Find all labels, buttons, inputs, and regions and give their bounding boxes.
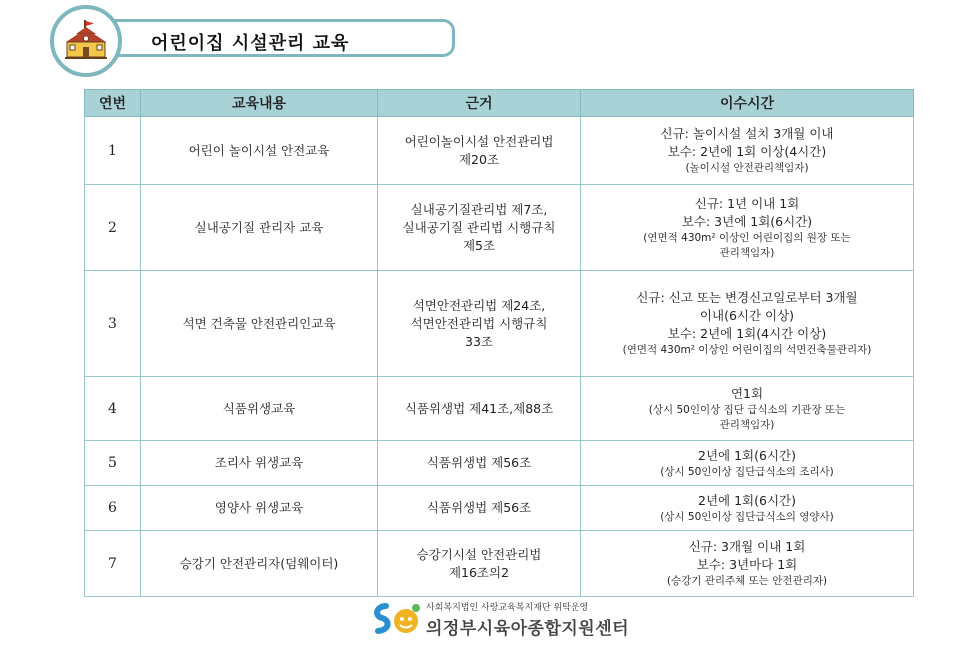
row-number: 3	[85, 271, 141, 377]
row-number: 7	[85, 531, 141, 597]
education-content: 석면 건축물 안전관리인교육	[141, 271, 378, 377]
legal-basis	[378, 185, 581, 271]
completion-hours	[581, 441, 914, 486]
column-header-no: 연번	[85, 90, 141, 117]
education-content: 실내공기질 관리자 교육	[141, 185, 378, 271]
legal-basis-line: 식품위생법 제56조	[426, 455, 532, 470]
table-row	[85, 531, 914, 597]
completion-hours	[581, 486, 914, 531]
legal-basis-line: 제5조	[462, 237, 496, 253]
completion-hours	[581, 531, 914, 597]
legal-basis-line: 식품위생법 제56조	[426, 500, 532, 515]
hours-line: 2년에 1회(6시간)	[698, 492, 796, 508]
hours-line: 보수: 2년에 1회(4시간 이상)	[667, 326, 827, 341]
title-banner	[98, 19, 455, 57]
table-row	[85, 377, 914, 441]
target-note: 관리책임자)	[719, 246, 775, 259]
hours-line: 신규: 1년 이내 1회	[694, 195, 800, 211]
hours-line: 보수: 3년마다 1회	[696, 557, 798, 572]
legal-basis-line: 어린이놀이시설 안전관리법	[404, 133, 554, 149]
completion-hours	[581, 377, 914, 441]
hours-line: 보수: 2년에 1회 이상(4시간)	[667, 144, 827, 159]
legal-basis-line: 제20조	[458, 151, 500, 167]
table-row	[85, 441, 914, 486]
table-row	[85, 271, 914, 377]
target-note: (연면적 430m² 이상인 어린이집의 원장 또는	[643, 231, 851, 244]
table-row	[85, 486, 914, 531]
hours-line: 신규: 신고 또는 변경신고일로부터 3개월	[636, 290, 858, 305]
target-note: (놀이시설 안전관리책임자)	[685, 162, 809, 174]
page-title: 어린이집 시설관리 교육	[151, 33, 350, 54]
legal-basis-line: 석면안전관리법 시행규칙	[410, 315, 548, 331]
target-note: (상시 50인이상 집단급식소의 영양사)	[660, 510, 834, 523]
target-note: (연면적 430m² 이상인 어린이집의 석면건축물관리자)	[622, 344, 872, 356]
hours-line: 연1회	[730, 385, 764, 401]
education-table	[84, 89, 914, 597]
footer-center-name: 의정부시육아종합지원센터	[426, 619, 630, 639]
completion-hours	[581, 271, 914, 377]
hours-line: 2년에 1회(6시간)	[698, 447, 796, 463]
footer-subtitle: 사회복지법인 사랑교육복지재단 위탁운영	[426, 603, 589, 613]
education-content: 어린이 놀이시설 안전교육	[141, 117, 378, 185]
table-row	[85, 185, 914, 271]
row-number: 2	[85, 185, 141, 271]
completion-hours	[581, 117, 914, 185]
target-note: (상시 50인이상 집단급식소의 조리사)	[660, 465, 834, 478]
target-note: (승강기 관리주체 또는 안전관리자)	[666, 575, 828, 587]
column-header-basis: 근거	[378, 90, 581, 117]
center-logo-icon	[372, 600, 424, 638]
row-number: 1	[85, 117, 141, 185]
legal-basis-line: 승강기시설 안전관리법	[416, 546, 542, 562]
education-content: 식품위생교육	[141, 377, 378, 441]
legal-basis	[378, 486, 581, 531]
legal-basis-line: 식품위생법 제41조,제88조	[404, 400, 554, 416]
target-note: 관리책임자)	[719, 418, 775, 431]
footer	[372, 598, 642, 640]
legal-basis	[378, 531, 581, 597]
hours-line: 신규: 3개월 이내 1회	[688, 539, 806, 554]
legal-basis	[378, 441, 581, 486]
legal-basis-line: 실내공기질관리법 제7조,	[410, 201, 548, 217]
row-number: 5	[85, 441, 141, 486]
legal-basis-line: 33조	[465, 333, 493, 349]
target-note: (상시 50인이상 집단 급식소의 기관장 또는	[648, 403, 846, 416]
column-header-content: 교육내용	[141, 90, 378, 117]
hours-line: 보수: 3년에 1회(6시간)	[681, 213, 813, 229]
badge	[50, 5, 122, 77]
column-header-hours: 이수시간	[581, 90, 914, 117]
education-content: 영양사 위생교육	[141, 486, 378, 531]
completion-hours	[581, 185, 914, 271]
education-content: 승강기 안전관리자(덤웨이터)	[141, 531, 378, 597]
legal-basis	[378, 117, 581, 185]
legal-basis-line: 제16조의2	[448, 564, 510, 580]
legal-basis	[378, 377, 581, 441]
row-number: 4	[85, 377, 141, 441]
hours-line: 신규: 놀이시설 설치 3개월 이내	[660, 126, 834, 141]
legal-basis	[378, 271, 581, 377]
table-row	[85, 117, 914, 185]
education-content: 조리사 위생교육	[141, 441, 378, 486]
hours-line: 이내(6시간 이상)	[699, 308, 795, 323]
legal-basis-line: 석면안전관리법 제24조,	[412, 297, 546, 313]
table-header-row	[85, 90, 914, 117]
schoolhouse-icon	[63, 20, 109, 60]
legal-basis-line: 실내공기질 관리법 시행규칙	[402, 219, 556, 235]
row-number: 6	[85, 486, 141, 531]
